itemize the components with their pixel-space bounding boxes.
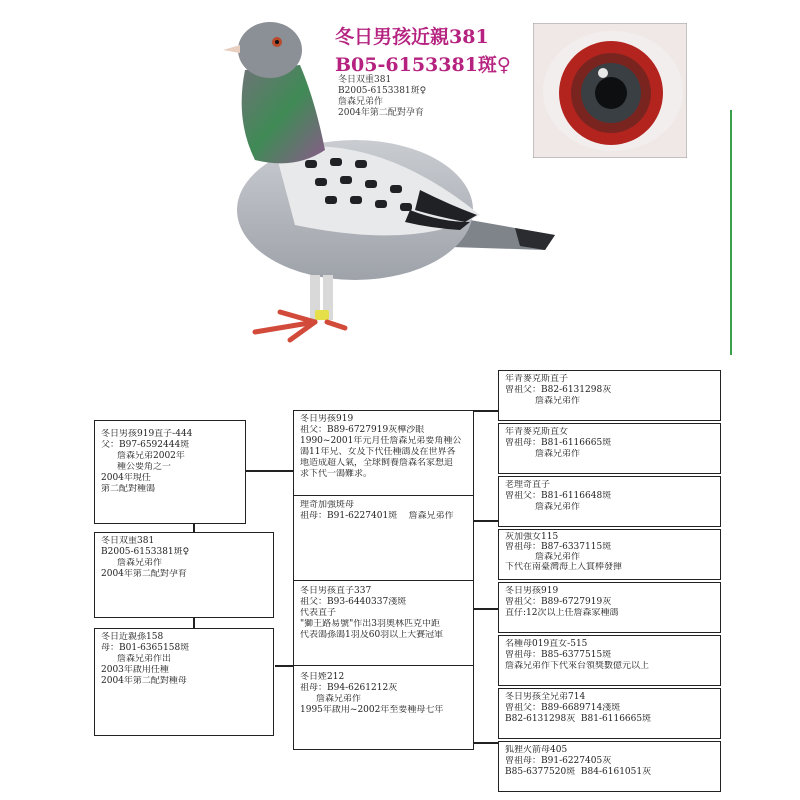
ggp-8-ring: 曾祖母：B91-6227405灰 xyxy=(505,756,612,766)
grandsire-2-box xyxy=(293,580,474,666)
connector-line xyxy=(472,742,498,744)
dam-name: 冬日近親孫158 xyxy=(101,632,164,642)
connector-line xyxy=(472,608,498,610)
dam-line: 詹森兄弟作出 xyxy=(117,654,172,664)
connector-line xyxy=(472,410,498,412)
connector-line xyxy=(245,470,293,472)
dam-line: 2003年啟用任種 xyxy=(101,665,169,675)
sire-line: 種公要角之一 xyxy=(117,462,172,472)
ggp-5-box xyxy=(498,582,721,633)
ggp-5-ring: 曾祖父：B89-6727919灰 xyxy=(505,597,612,607)
ggp-2-line: 詹森兄弟作 xyxy=(535,449,581,459)
ggp-3-ring: 曾祖父：B81-6116648斑 xyxy=(505,491,612,501)
ggp-7-line: B82-6131298灰 B81-6116665斑 xyxy=(505,714,652,724)
granddam-2-line: 1995年啟用~2002年至要種母七年 xyxy=(300,705,444,715)
grandsire-1-line: 鴿11年兄、女及下代任種鴿及在世界各 xyxy=(300,447,456,457)
ggp-6-ring: 曾祖母：B85-6377515斑 xyxy=(505,650,612,660)
grandsire-1-line: 求下代一鴿難求。 xyxy=(300,469,373,479)
ggp-3-box xyxy=(498,476,721,527)
ggp-4-box xyxy=(498,529,721,580)
ggp-8-box xyxy=(498,741,721,792)
sire-name: 冬日男孩919直子-444 xyxy=(101,429,193,439)
ggp-6-box xyxy=(498,635,721,686)
subject-name: 冬日双重381 xyxy=(101,536,155,546)
ggp-6-name: 名種母019直女-515 xyxy=(505,639,588,649)
header-line: 詹森兄弟作 xyxy=(338,97,384,107)
granddam-1-name: 理奇加強斑母 xyxy=(300,500,355,510)
sire-line: 詹森兄弟2002年 xyxy=(117,451,185,461)
ggp-1-name: 年青麥克斯直子 xyxy=(505,374,569,384)
eye-photo xyxy=(533,23,687,158)
ggp-8-name: 狐狸火箭母405 xyxy=(505,745,568,755)
ggp-4-ring: 曾祖母：B87-6337115斑 xyxy=(505,542,612,552)
bird-ring: B05-6153381斑♀ xyxy=(335,54,511,76)
header-info xyxy=(338,75,426,119)
bird-title: 冬日男孩近親381 xyxy=(335,26,489,48)
sire-ring: 父：B97-6592444斑 xyxy=(101,440,190,450)
ggp-3-name: 老理奇直子 xyxy=(505,480,551,490)
ggp-1-line: 詹森兄弟作 xyxy=(535,396,581,406)
grandsire-1-ring: 祖父：B89-6727919灰樺沙眼 xyxy=(300,425,425,435)
grandsire-1-line: 1990~2001年元月任詹森兄弟要角種公 xyxy=(300,436,462,446)
ggp-5-line: 直仔:12次以上任詹森家種鴿 xyxy=(505,608,619,618)
header-line: 2004年第二配對孕育 xyxy=(338,108,424,118)
ggp-5-name: 冬日男孩919 xyxy=(505,586,559,596)
ggp-8-line: B85-6377520斑 B84-6161051灰 xyxy=(505,767,652,777)
grandsire-2-line: 代表鴿孫鴿1羽及60羽以上大賽冠軍 xyxy=(300,630,444,640)
header-line: 冬日双重381 xyxy=(338,75,392,85)
granddam-2-line: 詹森兄弟作 xyxy=(316,694,362,704)
dam-box xyxy=(94,628,274,736)
granddam-2-ring: 祖母：B94-6261212灰 xyxy=(300,683,398,693)
ggp-2-name: 年青麥克斯直女 xyxy=(505,427,569,437)
grandsire-1-box xyxy=(293,410,474,496)
grandsire-2-line: 代表直子 xyxy=(300,608,337,618)
grandsire-1-name: 冬日男孩919 xyxy=(300,414,354,424)
ggp-2-box xyxy=(498,423,721,474)
dam-ring: 母：B01-6365158斑 xyxy=(101,643,190,653)
connector-line xyxy=(275,665,293,667)
ggp-7-ring: 曾祖父：B89-6689714淺斑 xyxy=(505,703,621,713)
dam-line: 2004年第二配對種母 xyxy=(101,676,187,686)
grandsire-2-line: "獅王路易號"作出3羽奧林匹克中距 xyxy=(300,619,441,629)
ggp-4-name: 灰加強女115 xyxy=(505,532,559,542)
sire-line: 2004年現任 xyxy=(101,473,151,483)
accent-line xyxy=(730,110,732,355)
grandsire-2-name: 冬日男孩直子337 xyxy=(300,586,372,596)
ggp-1-box xyxy=(498,370,721,421)
granddam-2-box xyxy=(293,665,474,750)
ggp-4-line: 詹森兄弟作 xyxy=(535,552,581,562)
sire-line: 第二配對種鴿 xyxy=(101,484,156,494)
granddam-2-name: 冬日姪212 xyxy=(300,672,345,682)
sire-box xyxy=(94,420,246,524)
ggp-2-ring: 曾祖母：B81-6116665斑 xyxy=(505,438,612,448)
subject-line: 詹森兄弟作 xyxy=(117,558,163,568)
connector-line xyxy=(472,520,498,522)
ggp-1-ring: 曾祖父：B82-6131298灰 xyxy=(505,385,612,395)
ggp-7-box xyxy=(498,688,721,739)
grandsire-1-line: 地造成超人氣，全球飼養詹森名家想追 xyxy=(300,458,454,468)
granddam-1-ring: 祖母：B91-6227401斑 詹森兄弟作 xyxy=(300,511,454,521)
ggp-3-line: 詹森兄弟作 xyxy=(535,502,581,512)
subject-box xyxy=(94,532,274,618)
grandsire-2-ring: 祖父：B93-6440337淺斑 xyxy=(300,597,407,607)
subject-line: 2004年第二配對孕育 xyxy=(101,569,187,579)
ggp-4-line: 下代在南臺灣海上入賞棒發揮 xyxy=(505,562,623,572)
subject-ring: B2005-6153381斑♀ xyxy=(101,547,190,557)
header-line: B2005-6153381斑♀ xyxy=(338,86,427,96)
ggp-6-line: 詹森兄弟作下代來台領獎數億元以上 xyxy=(505,661,650,671)
ggp-7-name: 冬日男孩全兄弟714 xyxy=(505,692,586,702)
granddam-1-box xyxy=(293,495,474,581)
